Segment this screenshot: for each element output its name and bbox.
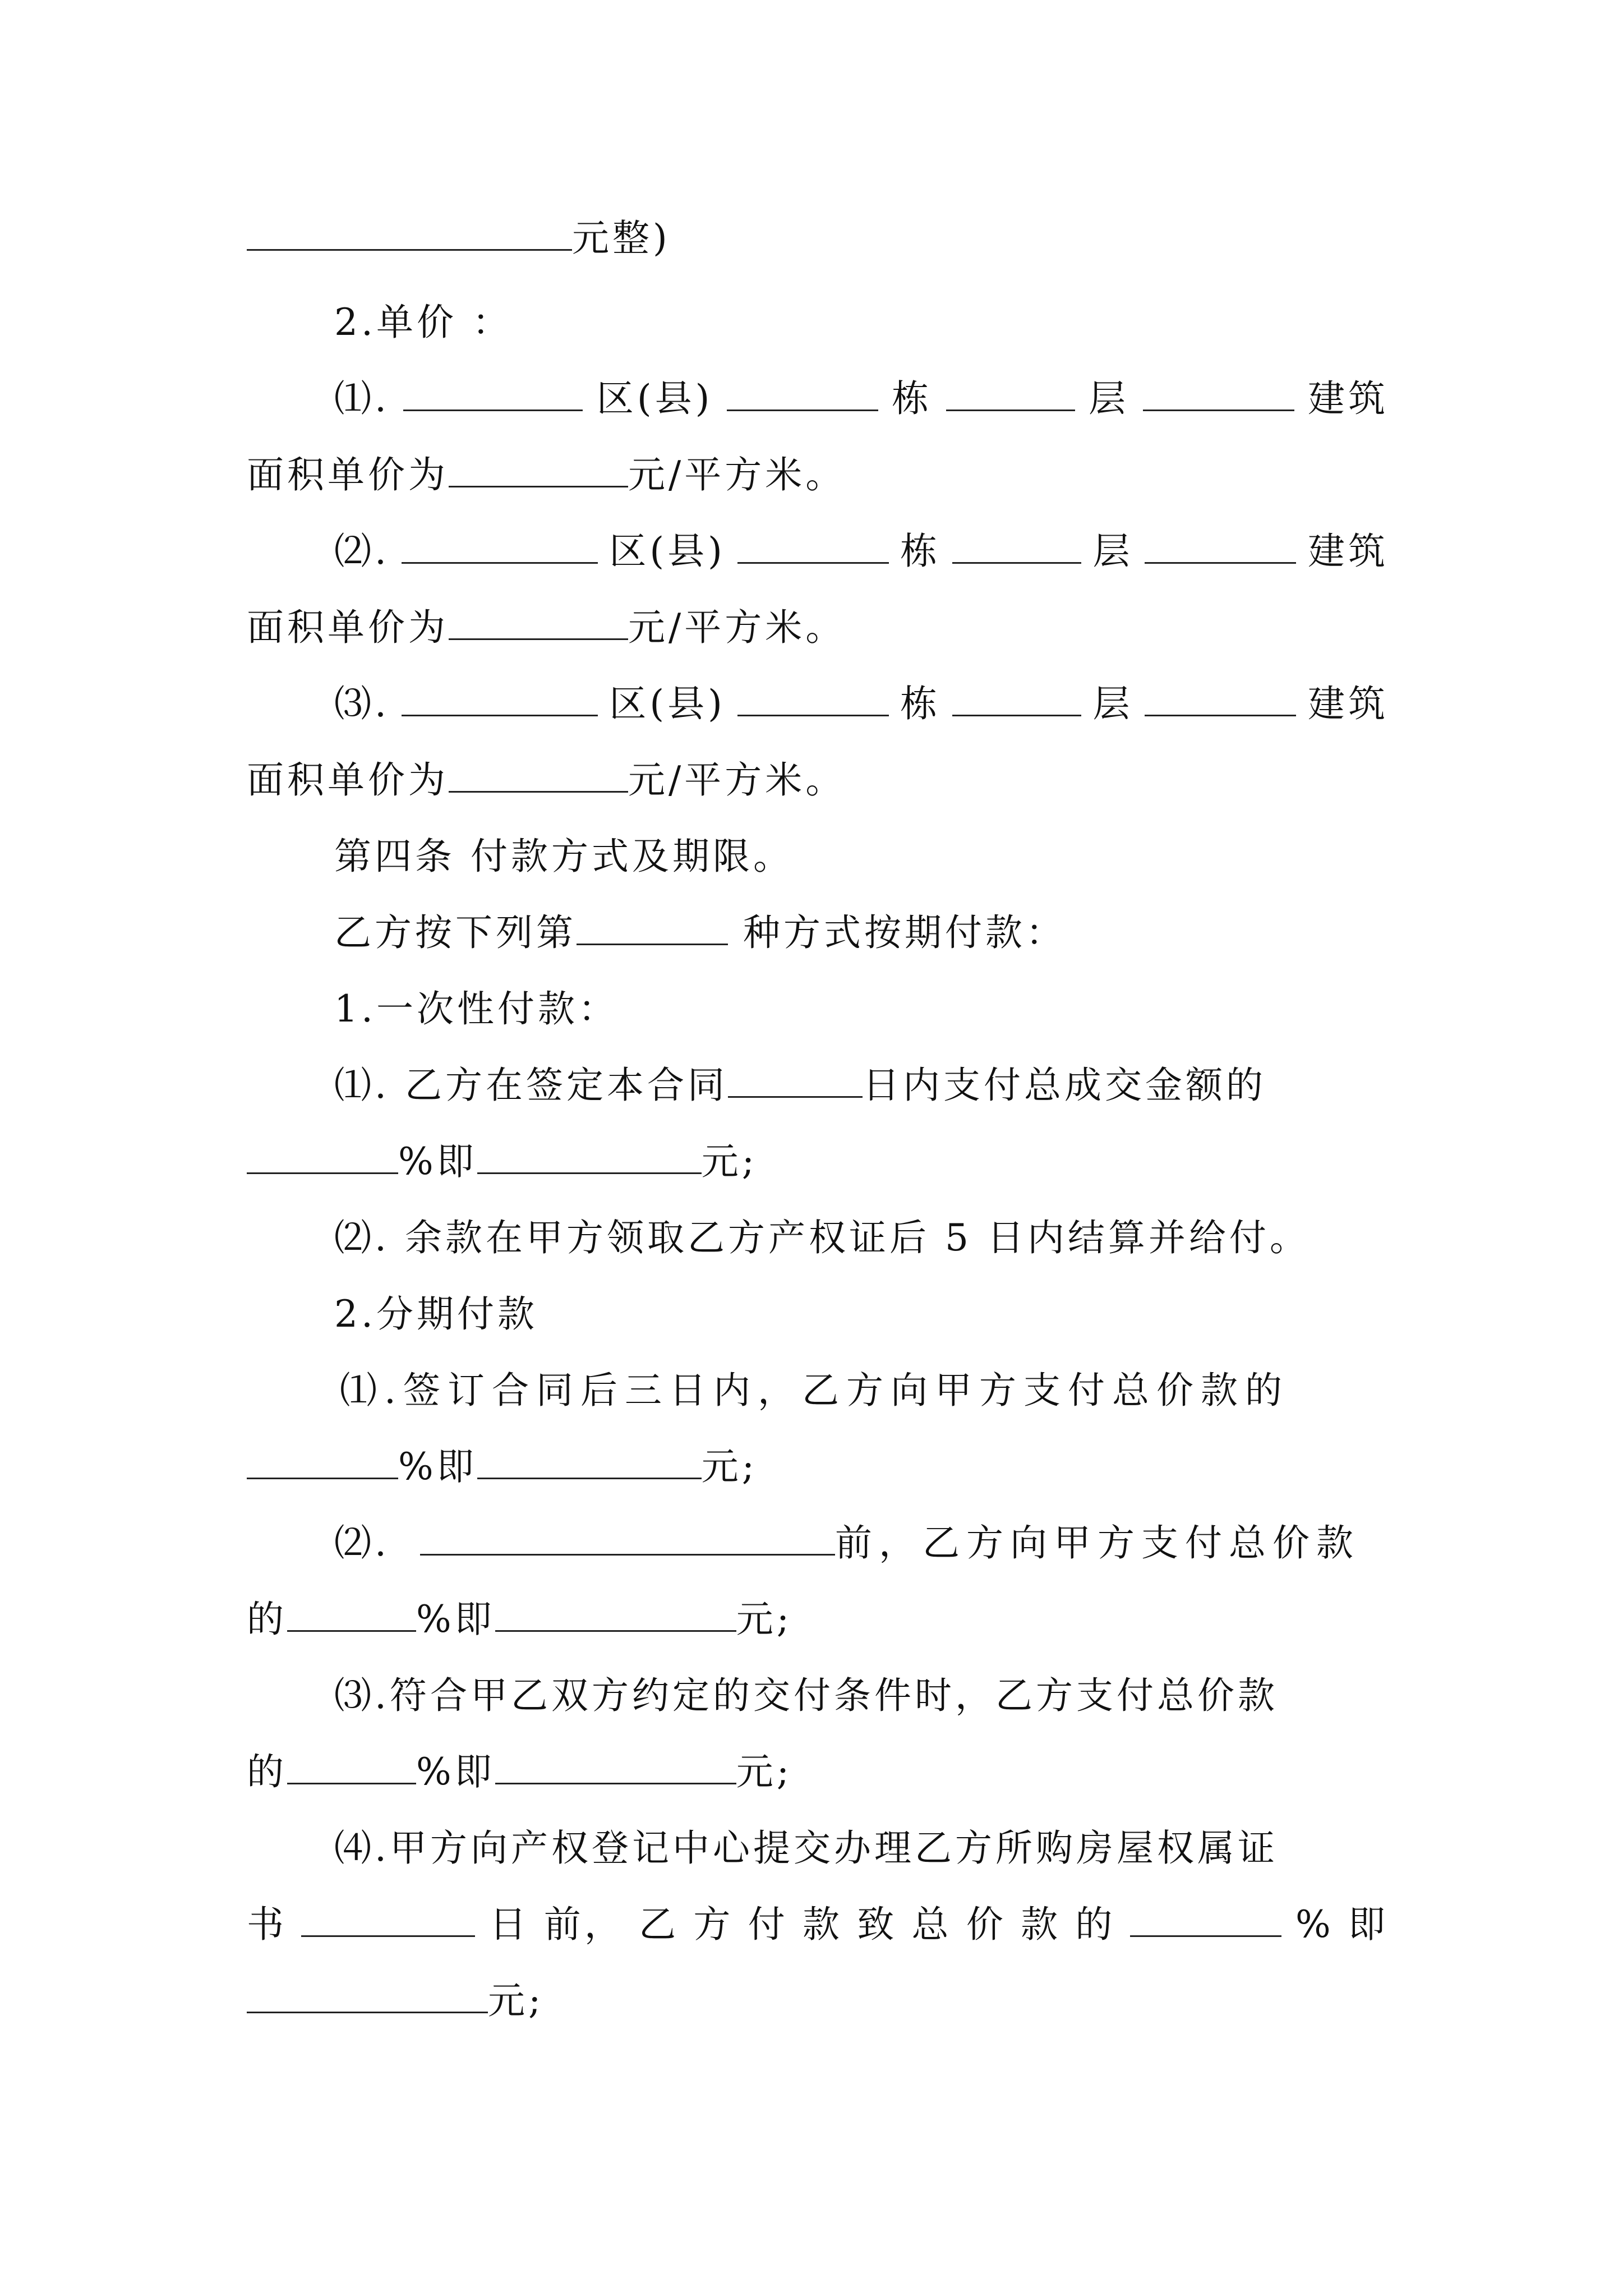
blank-field	[495, 1597, 736, 1632]
text-span: 的	[247, 1750, 287, 1793]
text-span: 面积单价为	[247, 758, 449, 802]
text-line	[334, 1823, 1278, 1874]
blank-field	[477, 1444, 702, 1479]
text-span: 栋	[900, 682, 941, 725]
text-span: 元/平方米。	[628, 606, 846, 649]
text-span: 乙	[639, 1903, 680, 1946]
text-span: 面积单价为	[247, 606, 449, 649]
text-span: ⑶.	[334, 682, 390, 725]
text-span: 区(县)	[609, 530, 726, 573]
blank-field	[449, 758, 628, 793]
text-span: ⑷.甲方向产权登记中心提交办理乙方所购房屋权属证	[334, 1826, 1278, 1870]
blank-field	[247, 1139, 398, 1174]
text-span: 元整)	[572, 217, 671, 260]
blank-field	[952, 529, 1081, 564]
text-span: 款	[802, 1903, 843, 1946]
text-span: ⑴.签订合同后三日内，乙方向甲方支付总价款的	[340, 1369, 1289, 1412]
text-span: 即	[1348, 1903, 1389, 1946]
text-span: 方	[693, 1903, 734, 1946]
section-heading	[334, 297, 513, 348]
text-line	[334, 1518, 1360, 1568]
text-span: 的	[1075, 1903, 1116, 1946]
text-span: 付	[748, 1903, 789, 1946]
text-span: ⑴.	[334, 377, 390, 420]
text-span: 2.单价 ：	[334, 301, 513, 344]
text-span: 元/平方米。	[628, 453, 846, 496]
text-span: ⑵. 余款在甲方领取乙方产权证后 5 日内结算并给付。	[334, 1216, 1310, 1259]
text-line	[247, 602, 846, 653]
text-span: 元/平方米。	[628, 758, 846, 802]
blank-field	[402, 529, 598, 564]
blank-field	[1130, 1902, 1281, 1937]
text-span: 日内支付总成交金额的	[862, 1064, 1266, 1107]
text-line	[247, 1747, 792, 1797]
text-span: 元;	[701, 1445, 758, 1488]
text-span: 面积单价为	[247, 453, 449, 496]
blank-field	[420, 1521, 835, 1556]
text-span: %	[1295, 1903, 1334, 1946]
text-span: 日	[489, 1903, 530, 1946]
text-span: 总	[911, 1903, 952, 1946]
blank-field	[287, 1750, 416, 1784]
section-heading	[334, 984, 619, 1034]
text-line	[247, 450, 846, 500]
text-span: 栋	[892, 377, 933, 420]
blank-field	[1145, 682, 1296, 716]
blank-field	[403, 376, 583, 411]
blank-field	[727, 376, 878, 411]
text-line	[340, 1365, 1289, 1416]
text-span: 建筑	[1307, 682, 1389, 725]
text-span: ⑵.	[334, 1521, 390, 1565]
blank-field	[1145, 529, 1296, 564]
text-line	[247, 1976, 544, 2026]
text-span: 元;	[736, 1750, 792, 1793]
text-span: 款	[1021, 1903, 1062, 1946]
text-span: %即	[416, 1750, 495, 1793]
text-line	[334, 1671, 1278, 1721]
text-span: 层	[1092, 682, 1133, 725]
blank-field	[247, 1444, 398, 1479]
text-span: 前，乙方向甲方支付总价款	[834, 1521, 1360, 1565]
text-span: %即	[398, 1445, 477, 1488]
text-line	[247, 1137, 758, 1187]
text-span: 书	[247, 1903, 287, 1946]
text-span: 乙方按下列第	[334, 911, 577, 954]
text-line	[334, 908, 1066, 958]
text-span: 第四条 付款方式及期限。	[334, 835, 794, 878]
text-line	[334, 679, 1389, 729]
blank-field	[737, 682, 889, 716]
blank-field	[247, 1978, 488, 2013]
blank-field	[1143, 376, 1294, 411]
text-line	[247, 213, 671, 264]
blank-field	[402, 682, 598, 716]
blank-field	[952, 682, 1081, 716]
text-line	[247, 755, 846, 806]
blank-field	[247, 216, 572, 251]
text-span: %即	[398, 1140, 477, 1183]
text-line	[334, 1213, 1310, 1263]
text-span: %即	[416, 1598, 495, 1641]
text-line	[247, 1442, 758, 1492]
text-span: 元;	[736, 1598, 792, 1641]
text-line	[247, 1899, 1389, 1950]
text-span: 栋	[900, 530, 941, 573]
text-span: 层	[1092, 530, 1133, 573]
blank-field	[577, 910, 728, 945]
text-span: 1.一次性付款：	[334, 987, 619, 1030]
section-heading	[334, 1289, 538, 1340]
blank-field	[495, 1750, 736, 1784]
text-span: ⑴. 乙方在签定本合同	[334, 1064, 728, 1107]
text-line	[334, 526, 1389, 577]
blank-field	[449, 605, 628, 640]
text-span: 区(县)	[596, 377, 713, 420]
text-span: 元;	[488, 1979, 545, 2022]
text-span: 的	[247, 1598, 287, 1641]
blank-field	[477, 1139, 702, 1174]
text-line	[247, 1594, 792, 1645]
text-line	[334, 374, 1389, 424]
text-span: 建筑	[1307, 377, 1389, 420]
text-span: 区(县)	[609, 682, 726, 725]
text-span: ⑶.符合甲乙双方约定的交付条件时，乙方支付总价款	[334, 1674, 1278, 1717]
text-span: 前，	[543, 1903, 625, 1946]
blank-field	[301, 1902, 475, 1937]
text-span: 建筑	[1307, 530, 1389, 573]
text-line	[334, 1060, 1266, 1111]
blank-field	[946, 376, 1075, 411]
blank-field	[449, 453, 628, 487]
text-span: ⑵.	[334, 530, 390, 573]
blank-field	[737, 529, 889, 564]
text-span: 种方式按期付款：	[743, 911, 1066, 954]
blank-field	[728, 1063, 863, 1098]
article-heading	[334, 831, 794, 882]
blank-field	[287, 1597, 416, 1632]
text-span: 2.分期付款	[334, 1292, 538, 1336]
text-span: 元;	[701, 1140, 758, 1183]
text-span: 价	[966, 1903, 1007, 1946]
text-span: 致	[857, 1903, 898, 1946]
text-span: 层	[1089, 377, 1129, 420]
